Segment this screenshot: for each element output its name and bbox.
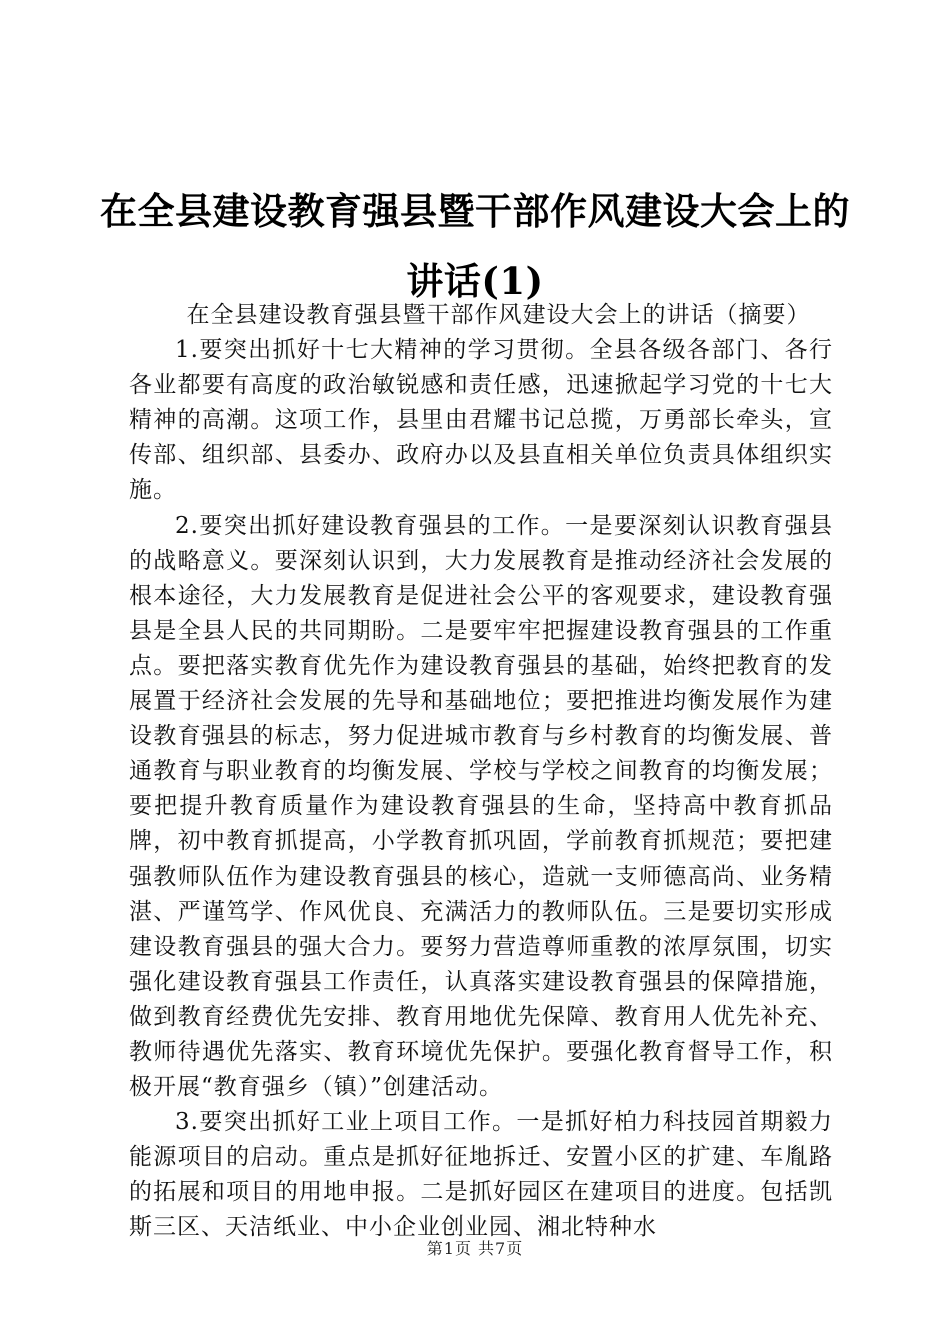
title-line-2: 讲话(1) — [406, 259, 544, 303]
page-indicator: 第1页 共7页 — [426, 1239, 524, 1258]
title-line-1: 在全县建设教育强县暨干部作风建设大会上的 — [100, 189, 850, 233]
document-body — [129, 298, 833, 1246]
paragraph-1: 1.要突出抓好十七大精神的学习贯彻。全县各级各部门、各行各业都要有高度的政治敏锐感和责任感，迅速掀起学习党的十七大精神的高潮。这项工作，县里由君耀书记总揽，万勇部长牵头，宣传部、组织部、县委办、政府办以及县直相关单位负责具体组织实施。 — [129, 337, 833, 504]
document-title — [100, 176, 850, 316]
paragraph-2: 2.要突出抓好建设教育强县的工作。一是要深刻认识教育强县的战略意义。要深刻认识到，大力发展教育是推动经济社会发展的根本途径，大力发展教育是促进社会公平的客观要求，建设教育强县是全县人民的共同期盼。二是要牢牢把握建设教育强县的工作重点。要把落实教育优先作为建设教育强县的基础，始终把教育的发展置于经济社会发展的先导和基础地位；要把推进均衡发展作为建设教育强县的标志，努力促进城市教育与乡村教育的均衡发展、普通教育与职业教育的均衡发展、学校与学校之间教育的均衡发展；要把提升教育质量作为建设教育强县的生命，坚持高中教育抓品牌，初中教育抓提高，小学教育抓巩固，学前教育抓规范；要把建强教师队伍作为建设教育强县的核心，造就一支师德高尚、业务精湛、严谨笃学、作风优良、充满活力的教师队伍。三是要切实形成建设教育强县的强大合力。要努力营造尊师重教的浓厚氛围，切实强化建设教育强县工作责任，认真落实建设教育强县的保障措施，做到教育经费优先安排、教育用地优先保障、教育用人优先补充、教师待遇优先落实、教育环境优先保护。要强化教育督导工作，积极开展“教育强乡（镇）”创建活动。 — [129, 512, 833, 1101]
paragraph-3: 3.要突出抓好工业上项目工作。一是抓好柏力科技园首期毅力能源项目的启动。重点是抓好征地拆迁、安置小区的扩建、车胤路的拓展和项目的用地申报。二是抓好园区在建项目的进度。包括凯斯三区、天洁纸业、中小企业创业园、湘北特种水 — [129, 1109, 833, 1241]
paragraph-intro: 在全县建设教育强县暨干部作风建设大会上的讲话（摘要） — [186, 302, 811, 328]
page-footer — [0, 1239, 950, 1259]
